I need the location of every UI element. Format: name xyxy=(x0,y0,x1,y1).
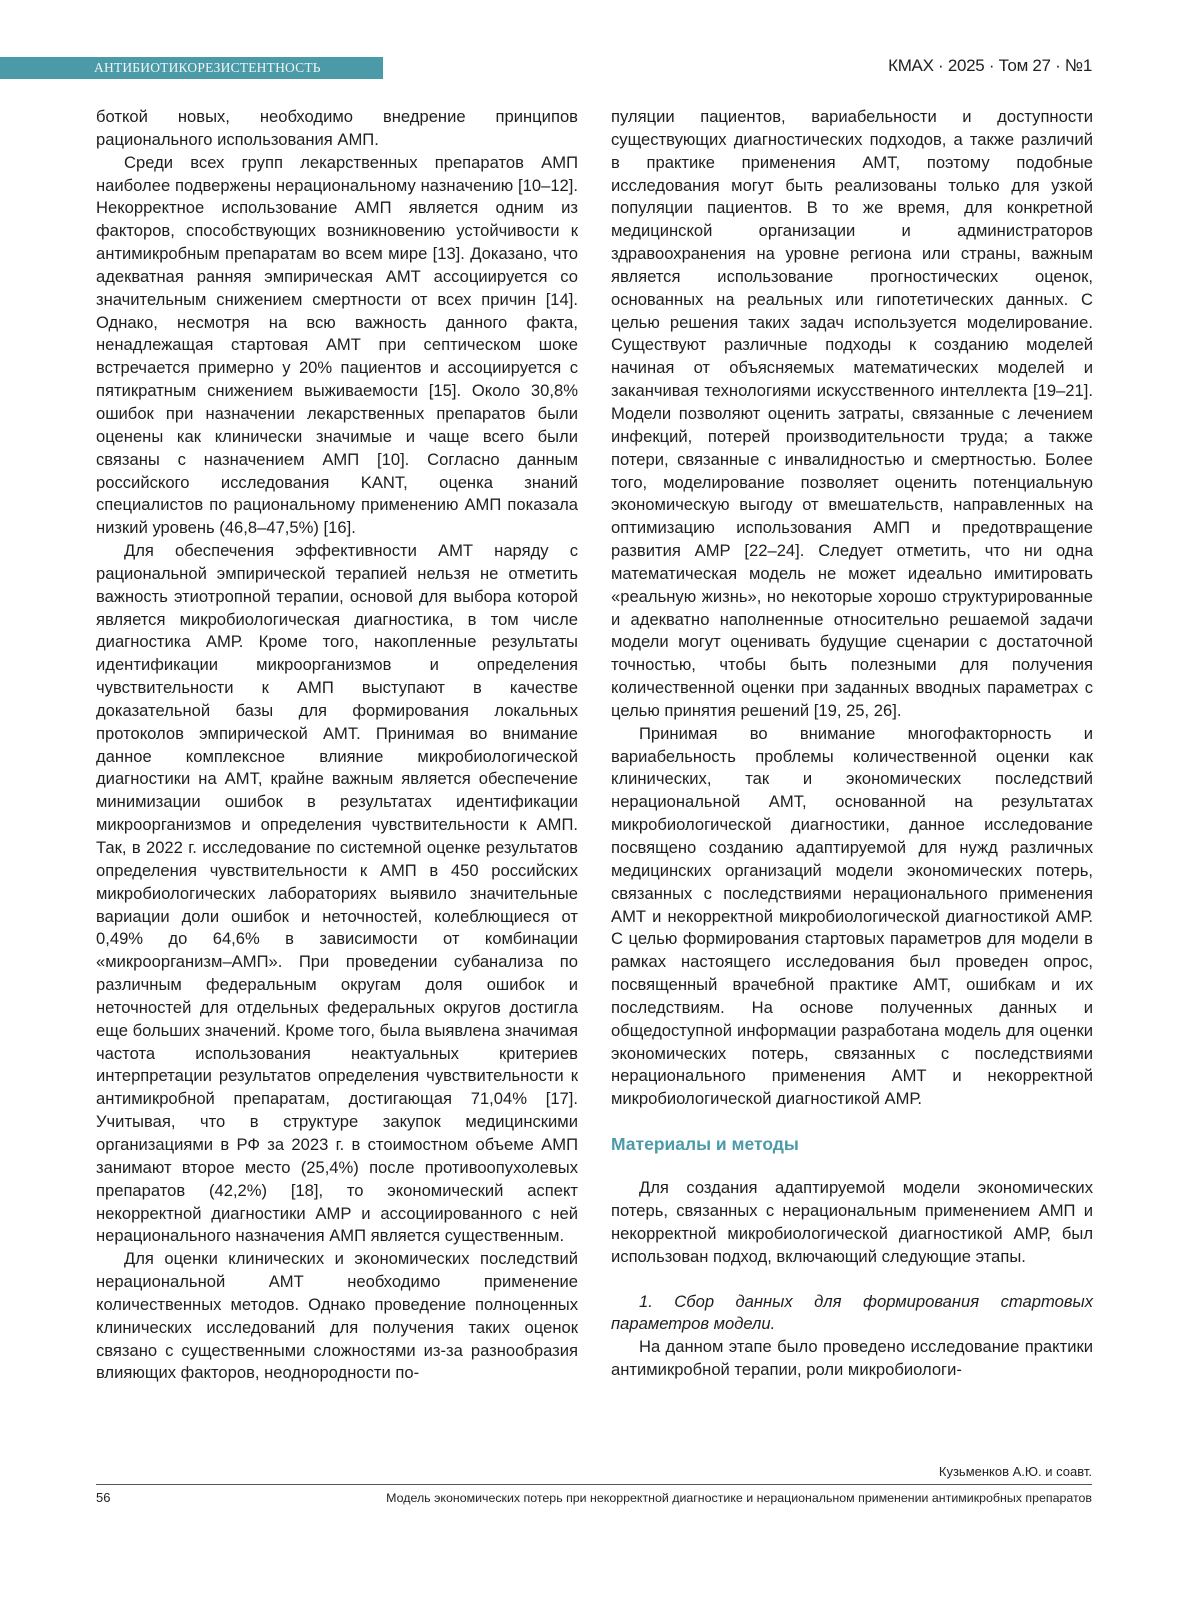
running-authors: Кузьменков А.Ю. и соавт. xyxy=(939,1464,1092,1479)
paragraph: боткой новых, необходимо внедрение принципов рационального использования АМП. xyxy=(96,106,578,152)
running-title: Модель экономических потерь при некорректной диагностике и нерациональном применении антимикробных препаратов xyxy=(386,1491,1092,1505)
section-band xyxy=(0,57,383,79)
step-heading: 1. Сбор данных для формирования стартовых параметров модели. xyxy=(611,1291,1093,1337)
paragraph: Принимая во внимание многофакторность и вариабельность проблемы количественной оценки как клинических, так и экономических последствий нерациональной АМТ, основанной на результатах микробиологической диагностики, данное исследование посвящено созданию адаптируемой для нужд различных медицинских организаций модели экономических потерь, связанных с последствиями нерационального применения АМТ и некорректной микробиологической диагностикой АМР. С целью формирования стартовых параметров для модели в рамках настоящего исследования был проведен опрос, посвященный врачебной практике АМТ, ошибкам и их последствиям. На основе полученных данных и общедоступной информации разработана модель для оценки экономических потерь, связанных с последствиями нерационального применения АМТ и некорректной микробиологической диагностикой АМР. xyxy=(611,723,1093,1111)
paragraph: пуляции пациентов, вариабельности и доступности существующих диагностических подходов, а также различий в практике применения АМТ, поэтому подобные исследования могут быть реализованы только для узкой популяции пациентов. В то же время, для конкретной медицинской организации и администраторов здравоохранения на уровне региона или страны, важным является использование прогностических оценок, основанных на реальных или гипотетических данных. С целью решения таких задач используется моделирование. Существуют различные подходы к созданию моделей начиная от объясняемых математических моделей и заканчивая технологиями искусственного интеллекта [19–21]. Модели позволяют оценить затраты, связанные с лечением инфекций, потерей производительности труда; а также потери, связанные с инвалидностью и смертностью. Более того, моделирование позволяет оценить потенциальную экономическую выгоду от вмешательств, направленных на оптимизацию использования АМП и предотвращение развития АМР [22–24]. Следует отметить, что ни одна математическая модель не может идеально имитировать «реальную жизнь», но некоторые хорошо структурированные и адекватно наполненные относительно решаемой задачи модели могут оценивать будущие сценарии с достаточной точностью, чтобы быть полезными для получения количественной оценки при заданных вводных параметрах с целью принятия решений [19, 25, 26]. xyxy=(611,106,1093,723)
page-number: 56 xyxy=(96,1490,110,1505)
section-heading: Материалы и методы xyxy=(611,1133,1093,1155)
section-title: АНТИБИОТИКОРЕЗИСТЕНТНОСТЬ xyxy=(94,60,321,76)
paragraph: Для создания адаптируемой модели экономических потерь, связанных с нерациональным применением АМП и некорректной микробиологической диагностикой АМР, был использован подход, включающий следующие этапы. xyxy=(611,1177,1093,1268)
paragraph: Для оценки клинических и экономических последствий нерациональной АМТ необходимо применение количественных методов. Однако проведение полноценных клинических исследований для получения таких оценок связано с существенными сложностями из-за разнообразия влияющих факторов, неоднородности по- xyxy=(96,1248,578,1385)
paragraph: На данном этапе было проведено исследование практики антимикробной терапии, роли микробиологи- xyxy=(611,1336,1093,1382)
right-column xyxy=(611,106,1093,1382)
paragraph: Среди всех групп лекарственных препаратов АМП наиболее подвержены нерациональному назначению [10–12]. Некорректное использование АМП является одним из факторов, способствующих возникновению устойчивости к антимикробным препаратам во всем мире [13]. Доказано, что адекватная ранняя эмпирическая АМТ ассоциируется со значительным снижением смертности от всех причин [14]. Однако, несмотря на всю важность данного факта, ненадлежащая стартовая АМТ при септическом шоке встречается примерно у 20% пациентов и ассоциируется с пятикратным снижением выживаемости [15]. Около 30,8% ошибок при назначении лекарственных препаратов были оценены как клинически значимые и чаще всего были связаны с назначением АМП [10]. Согласно данным российского исследования KANT, оценка знаний специалистов по рациональному применению АМП показала низкий уровень (46,8–47,5%) [16]. xyxy=(96,152,578,540)
left-column xyxy=(96,106,578,1385)
paragraph: Для обеспечения эффективности АМТ наряду с рациональной эмпирической терапией нельзя не отметить важность этиотропной терапии, основой для выбора которой является микробиологическая диагностика, в том числе диагностика АМР. Кроме того, накопленные результаты идентификации микроорганизмов и определения чувствительности к АМП выступают в качестве доказательной базы для формирования локальных протоколов эмпирической АМТ. Принимая во внимание данное комплексное влияние микробиологической диагностики на АМТ, крайне важным является обеспечение минимизации ошибок в результатах идентификации микроорганизмов и определения чувствительности к АМП. Так, в 2022 г. исследование по системной оценке результатов определения чувствительности к АМП в 450 российских микробиологических лабораториях выявило значительные вариации доли ошибок и неточностей, колеблющиеся от 0,49% до 64,6% в зависимости от комбинации «микроорганизм–АМП». При проведении субанализа по различным федеральным округам доля ошибок и неточностей для отдельных федеральных округов достигла еще больших значений. Кроме того, была выявлена значимая частота использования неактуальных критериев интерпретации результатов определения чувствительности к антимикробной препаратам, достигающая 71,04% [17]. Учитывая, что в структуре закупок медицинскими организациями в РФ за 2023 г. в стоимостном объеме АМП занимают второе место (25,4%) после противоопухолевых препаратов (42,2%) [18], то экономический аспект некорректной диагностики АМР и ассоциированного с ней нерационального назначения АМП является существенным. xyxy=(96,540,578,1248)
footer-divider xyxy=(96,1484,1092,1485)
journal-issue: КМАХ · 2025 · Том 27 · №1 xyxy=(888,56,1092,76)
